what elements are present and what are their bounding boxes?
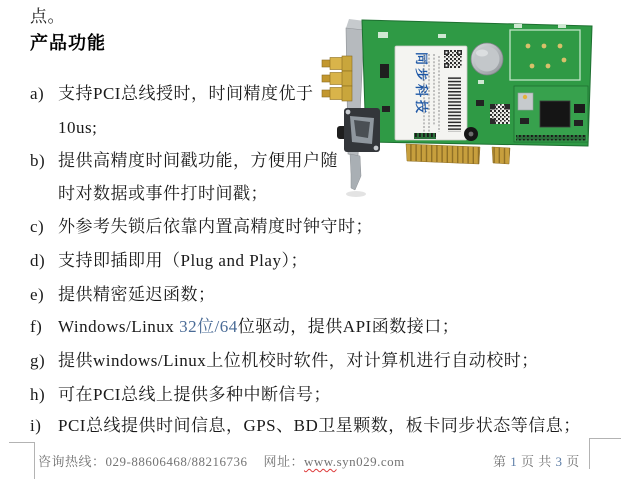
- brand-text: 同步科技: [413, 52, 428, 117]
- footer-boundary-mark-right: [589, 438, 621, 469]
- photo-shadow: [346, 191, 366, 197]
- list-label-g: g): [30, 351, 46, 370]
- feature-text-f-pre: Windows/Linux: [58, 317, 180, 336]
- main-chip: [540, 101, 570, 127]
- feature-text-g: 提供windows/Linux上位机校时软件，对计算机进行自动校时；: [58, 351, 539, 370]
- round-component: [464, 127, 478, 141]
- feature-text-f-post: 位驱动，提供API函数接口；: [237, 317, 460, 336]
- feature-text-e: 提供精密延迟函数；: [58, 285, 216, 304]
- page-suffix: 页: [562, 454, 580, 469]
- label-barcode-icon: [448, 76, 461, 132]
- feature-item-f: [30, 316, 459, 338]
- pin-header: [516, 135, 586, 141]
- feature-item-d: [30, 250, 308, 272]
- page-number-field: [493, 451, 580, 470]
- feature-item-h: [30, 384, 331, 406]
- feature-text-d: 支持即插即用（Plug and Play）；: [58, 251, 308, 270]
- feature-item-c: [30, 216, 373, 238]
- hotline-label: 咨询热线：: [38, 454, 106, 469]
- list-label-f: f): [30, 317, 43, 336]
- feature-text-b: 提供高精度时间戳功能，方便用户随: [58, 151, 338, 170]
- mounting-bracket: [346, 19, 365, 190]
- pci-edge-connector: [406, 144, 510, 164]
- label-qr-code-icon: [444, 50, 462, 68]
- board-qr-code-icon: [490, 104, 510, 124]
- db9-connector: [344, 108, 380, 152]
- coin-battery: [471, 43, 503, 75]
- product-photo: [318, 6, 630, 212]
- list-label-b: b): [30, 151, 46, 170]
- product-label: [395, 46, 467, 140]
- feature-text-h: 可在PCI总线上提供多种中断信号；: [58, 385, 331, 404]
- feature-text-a: 支持PCI总线授时，时间精度优于: [58, 84, 314, 103]
- list-label-d: d): [30, 251, 46, 270]
- list-label-a: a): [30, 84, 45, 103]
- feature-text-c: 外参考失锁后依靠内置高精度时钟守时；: [58, 217, 373, 236]
- feature-item-g: [30, 350, 539, 372]
- website-www: www.: [303, 454, 337, 469]
- section-heading: 产品功能: [30, 33, 106, 54]
- feature-item-i: [30, 415, 581, 437]
- feature-item-e: [30, 284, 216, 306]
- feature-item-b-cont: 时对数据或事件打时间戳；: [58, 184, 268, 203]
- sma-connectors: [322, 56, 352, 101]
- list-label-c: c): [30, 217, 45, 236]
- feature-item-a: [30, 83, 313, 105]
- pci-card-illustration: [318, 6, 630, 212]
- daughter-board: [514, 86, 588, 142]
- list-label-h: h): [30, 385, 46, 404]
- feature-item-a-cont: 10us;: [58, 118, 98, 137]
- footer-boundary-mark-left: [9, 442, 35, 479]
- feature-text-i: PCI总线提供时间信息，GPS、BD卫星颗数，板卡同步状态等信息；: [58, 416, 581, 435]
- feature-item-b: [30, 150, 338, 172]
- list-label-i: i): [30, 416, 42, 435]
- page-middle: 页 共: [517, 454, 556, 469]
- page-number: 1: [510, 454, 518, 469]
- footer-contact: [38, 451, 405, 470]
- hotline-numbers: 029-88606468/88216736: [105, 454, 248, 469]
- feature-text-f-highlight: 32位/64: [179, 317, 238, 336]
- website-domain: syn029.com: [336, 454, 405, 469]
- intro-text: 点。: [30, 7, 65, 26]
- list-label-e: e): [30, 285, 45, 304]
- website-label: 网址：: [263, 454, 304, 469]
- page-prefix: 第: [493, 454, 511, 469]
- page-total: 3: [555, 454, 563, 469]
